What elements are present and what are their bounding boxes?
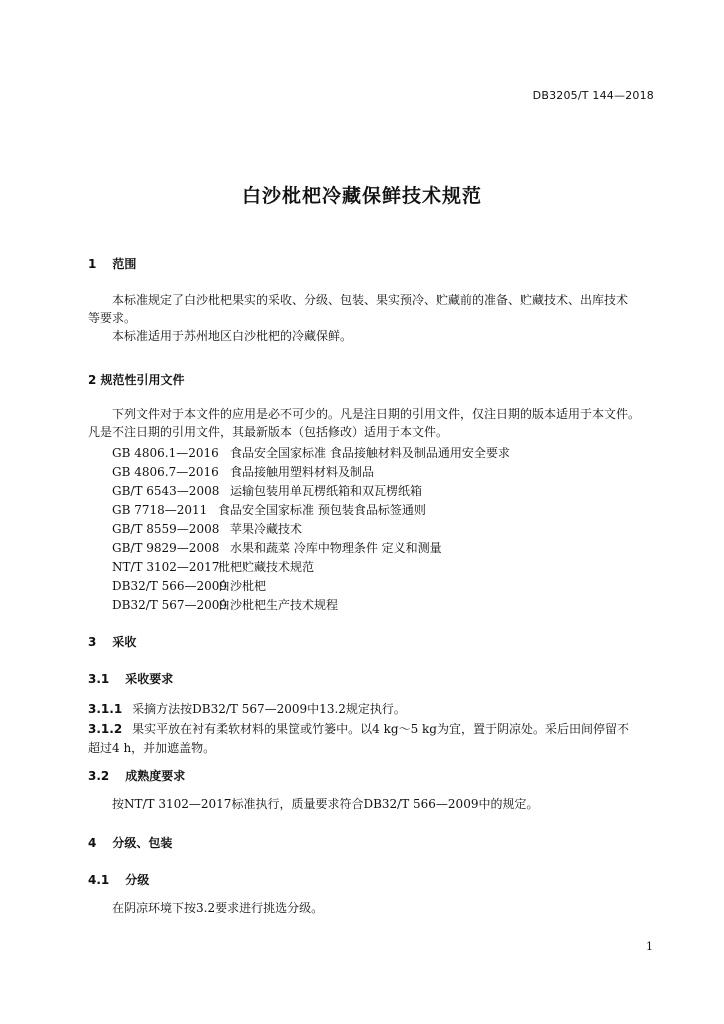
subsection-3-2-para: 按NT/T 3102—2017标准执行，质量要求符合DB32/T 566—2009中的规定。 [112,797,539,811]
subsection-3-1-title: 采收要求 [125,672,174,686]
clause-3-1-2-line2: 超过4 h，并加遮盖物。 [88,741,216,755]
ref-item [112,501,426,518]
subsection-4-1-para: 在阴凉环境下按3.2要求进行挑选分级。 [112,901,324,915]
section-4-number: 4 [88,836,97,850]
ref-item [112,482,422,499]
section-1-number: 1 [88,257,97,271]
clause-3-1-2-text-line1: 果实平放在衬有柔软材料的果筐或竹篓中。以4 kg～5 kg为宜，置于阴凉处。采后田间停留不 [132,722,629,736]
section-1-title: 范围 [112,257,137,271]
subsection-3-2-heading [88,767,185,784]
doc-code: DB3205/T 144—2018 [532,89,654,102]
clause-3-1-2 [88,720,629,737]
ref-name: 食品安全国家标准 预包装食品标签通则 [218,503,426,517]
ref-name: 枇杷贮藏技术规范 [218,560,315,574]
subsection-4-1-heading [88,871,149,888]
ref-code: GB/T 6543—2008 [112,484,220,498]
page-number: 1 [646,940,653,953]
ref-name: 白沙枇杷 [218,579,267,593]
section-4-title: 分级、包装 [112,836,173,850]
section-2-heading: 2 规范性引用文件 [88,373,185,387]
ref-item [112,558,314,575]
clause-3-1-1-number: 3.1.1 [88,702,123,716]
clause-3-1-1 [88,700,406,717]
ref-item [112,463,374,480]
ref-item [112,520,302,537]
ref-code: DB32/T 566—2009 [112,579,228,593]
subsection-3-2-title: 成熟度要求 [125,769,186,783]
ref-code: GB/T 8559—2008 [112,522,220,536]
section-3-heading [88,633,136,650]
section-3-title: 采收 [112,635,137,649]
doc-title: 白沙枇杷冷藏保鲜技术规范 [241,185,482,207]
ref-name: 水果和蔬菜 冷库中物理条件 定义和测量 [230,541,442,555]
ref-name: 白沙枇杷生产技术规程 [218,598,339,612]
ref-code: GB 4806.7—2016 [112,465,219,479]
ref-code: GB 7718—2011 [112,503,208,517]
section-4-heading [88,834,172,851]
ref-name: 食品接触用塑料材料及制品 [230,465,375,479]
ref-name: 运输包装用单瓦楞纸箱和双瓦楞纸箱 [230,484,423,498]
ref-item [112,444,510,461]
ref-code: DB32/T 567—2009 [112,598,228,612]
subsection-3-2-number: 3.2 [88,769,110,783]
section-1-para1-line1: 本标准规定了白沙枇杷果实的采收、分级、包装、果实预冷、贮藏前的准备、贮藏技术、出库技术 [112,293,629,307]
section-1-para1-line2: 等要求。 [88,311,137,325]
section-2-intro-line1: 下列文件对于本文件的应用是必不可少的。凡是注日期的引用文件，仅注日期的版本适用于本文件。 [112,407,641,421]
section-3-number: 3 [88,635,97,649]
ref-code: NT/T 3102—2017 [112,560,220,574]
subsection-4-1-title: 分级 [125,873,150,887]
section-2-intro-line2: 凡是不注日期的引用文件，其最新版本（包括修改）适用于本文件。 [88,425,449,439]
ref-code: GB/T 9829—2008 [112,541,220,555]
subsection-4-1-number: 4.1 [88,873,110,887]
ref-item [112,577,266,594]
subsection-3-1-heading [88,670,173,687]
subsection-3-1-number: 3.1 [88,672,110,686]
clause-3-1-1-text: 采摘方法按DB32/T 567—2009中13.2规定执行。 [132,702,406,716]
section-1-heading [88,255,136,272]
ref-item [112,596,338,613]
section-1-para2: 本标准适用于苏州地区白沙枇杷的冷藏保鲜。 [112,329,353,343]
ref-name: 苹果冷藏技术 [230,522,303,536]
clause-3-1-2-number: 3.1.2 [88,722,123,736]
ref-item [112,539,442,556]
ref-name: 食品安全国家标准 食品接触材料及制品通用安全要求 [230,446,510,460]
ref-code: GB 4806.1—2016 [112,446,219,460]
